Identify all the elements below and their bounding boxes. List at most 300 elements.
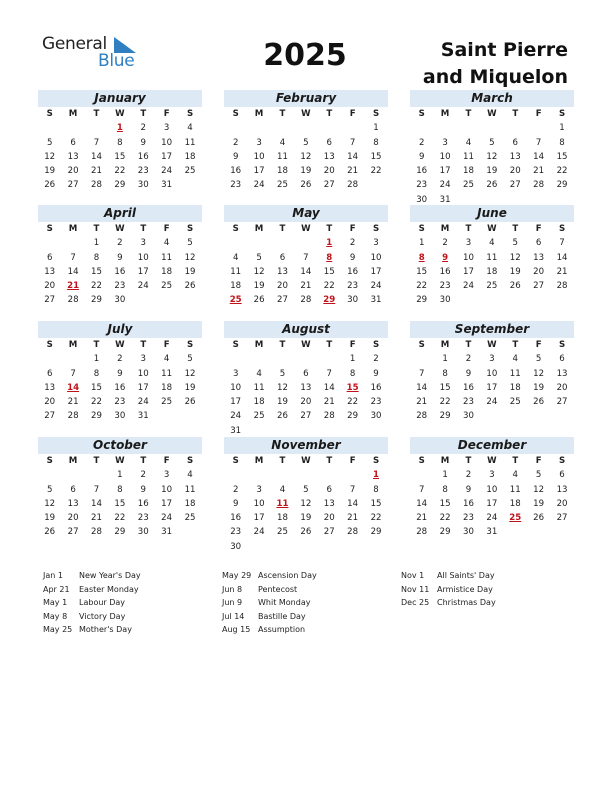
day: 23 <box>137 513 149 524</box>
day: 21 <box>347 166 359 177</box>
day: 8 <box>442 368 448 379</box>
day: 17 <box>486 498 498 509</box>
empty-day <box>85 468 108 482</box>
day: 25 <box>184 166 196 177</box>
day: 18 <box>230 281 242 292</box>
day: 12 <box>44 498 56 509</box>
holiday-date: May 25 <box>43 625 73 635</box>
day: 23 <box>439 281 451 292</box>
day: 26 <box>184 397 196 408</box>
day: 16 <box>439 266 451 277</box>
day: 25 <box>509 397 521 408</box>
holiday-name: Christmas Day <box>437 598 496 608</box>
day: 17 <box>253 166 265 177</box>
day: 31 <box>486 527 498 538</box>
day: 19 <box>533 382 545 393</box>
weekday-label: S <box>232 224 239 234</box>
day: 18 <box>184 498 196 509</box>
day: 17 <box>253 513 265 524</box>
day: 13 <box>533 252 545 263</box>
day: 21 <box>91 513 102 524</box>
month-name: February <box>224 90 388 107</box>
day: 28 <box>300 295 312 306</box>
month-name: March <box>410 90 574 107</box>
weekday-label: S <box>46 109 53 119</box>
day: 13 <box>509 151 521 162</box>
day: 31 <box>439 194 451 205</box>
weekday-label: T <box>93 109 100 119</box>
day: 21 <box>556 266 568 277</box>
empty-day <box>61 121 84 135</box>
day: 23 <box>114 281 126 292</box>
holiday-entry <box>43 585 141 599</box>
day: 3 <box>140 354 146 365</box>
empty-day <box>224 468 247 482</box>
month-name: September <box>410 321 574 338</box>
day: 19 <box>277 397 288 408</box>
day: 13 <box>44 266 56 277</box>
day-grid <box>224 454 388 554</box>
day: 21 <box>416 513 428 524</box>
month-name: August <box>224 321 388 338</box>
weekday-label: M <box>68 456 78 466</box>
day: 29 <box>556 180 568 191</box>
day: 3 <box>373 238 379 249</box>
day: 3 <box>140 238 146 249</box>
day: 2 <box>117 354 123 365</box>
day: 5 <box>535 470 542 481</box>
holiday-entry <box>401 585 496 599</box>
day: 30 <box>370 411 382 422</box>
day: 31 <box>230 425 242 436</box>
day: 21 <box>300 281 312 292</box>
day: 8 <box>373 484 379 495</box>
holiday-date: Nov 1 <box>401 571 425 580</box>
day: 20 <box>323 513 335 524</box>
day: 12 <box>44 151 56 162</box>
day: 6 <box>70 137 76 148</box>
weekday-label: M <box>68 109 78 119</box>
weekday-label: T <box>279 109 286 119</box>
day: 5 <box>512 238 518 249</box>
weekday-label: F <box>349 456 356 466</box>
day: 15 <box>370 151 382 162</box>
weekday-label: T <box>512 456 519 466</box>
holiday-day: 8 <box>418 252 425 263</box>
day: 31 <box>137 411 149 422</box>
day: 23 <box>230 180 242 191</box>
day: 4 <box>163 354 170 365</box>
weekday-label: S <box>418 109 425 119</box>
day: 18 <box>277 513 288 524</box>
day: 13 <box>323 151 335 162</box>
empty-day <box>247 468 270 482</box>
day: 9 <box>140 137 146 148</box>
weekday-label: T <box>140 456 147 466</box>
weekday-label: T <box>93 456 100 466</box>
holiday-date: Jul 14 <box>222 611 245 621</box>
month-june <box>410 205 574 308</box>
day: 28 <box>533 180 545 191</box>
day: 6 <box>303 368 309 379</box>
day: 7 <box>559 238 565 249</box>
weekday-label: S <box>372 456 380 466</box>
day: 14 <box>416 382 428 393</box>
day: 4 <box>232 252 239 263</box>
weekday-label: F <box>535 456 542 466</box>
day: 10 <box>161 484 173 495</box>
weekday-label: W <box>487 109 497 119</box>
holiday-date: Aug 15 <box>222 625 251 635</box>
empty-day <box>38 236 61 250</box>
day: 13 <box>277 266 288 277</box>
day: 20 <box>67 166 79 177</box>
day: 29 <box>439 411 451 422</box>
holiday-date: Nov 11 <box>401 584 430 594</box>
day: 15 <box>91 266 102 277</box>
empty-day <box>318 352 341 366</box>
holiday-day: 25 <box>229 295 242 306</box>
day: 1 <box>442 354 448 365</box>
empty-day <box>318 468 341 482</box>
empty-day <box>38 121 61 135</box>
day: 29 <box>439 527 451 538</box>
day: 28 <box>91 527 102 538</box>
month-name: December <box>410 437 574 454</box>
weekday-label: T <box>93 224 100 234</box>
day: 27 <box>67 527 79 538</box>
day: 9 <box>117 252 123 263</box>
day: 26 <box>486 180 498 191</box>
month-january <box>38 90 202 193</box>
day: 22 <box>347 397 359 408</box>
day: 30 <box>137 527 149 538</box>
holiday-date: Jun 9 <box>222 598 243 608</box>
holiday-entry <box>401 598 496 612</box>
day: 29 <box>347 411 359 422</box>
day: 3 <box>163 123 170 134</box>
holiday-name: Labour Day <box>79 598 126 608</box>
day: 11 <box>253 382 265 393</box>
holiday-column <box>43 571 141 639</box>
holiday-name: Armistice Day <box>437 584 493 594</box>
holiday-entry <box>43 598 141 612</box>
day: 8 <box>349 368 356 379</box>
day: 13 <box>67 151 79 162</box>
weekday-label: M <box>68 224 78 234</box>
day: 16 <box>230 513 242 524</box>
day: 14 <box>91 151 102 162</box>
day: 11 <box>463 151 474 162</box>
day: 25 <box>161 397 173 408</box>
day: 19 <box>44 513 56 524</box>
day: 22 <box>416 281 428 292</box>
day: 18 <box>509 382 521 393</box>
day-grid <box>410 222 574 308</box>
day: 25 <box>277 527 288 538</box>
day: 2 <box>373 354 379 365</box>
day: 6 <box>559 470 565 481</box>
day: 2 <box>465 354 472 365</box>
day: 4 <box>256 368 262 379</box>
day: 1 <box>442 470 448 481</box>
empty-day <box>61 352 84 366</box>
day: 19 <box>486 166 498 177</box>
weekday-label: F <box>535 224 542 234</box>
holiday-entry <box>222 571 317 585</box>
holiday-name: Bastille Day <box>258 611 306 621</box>
day: 8 <box>559 137 565 148</box>
day: 16 <box>347 266 359 277</box>
day: 13 <box>44 382 56 393</box>
day: 2 <box>418 137 425 148</box>
day: 12 <box>300 498 312 509</box>
weekday-label: T <box>326 456 333 466</box>
weekday-label: M <box>254 340 264 350</box>
day-grid <box>410 454 574 540</box>
day: 26 <box>44 527 56 538</box>
weekday-label: W <box>301 224 311 234</box>
day: 7 <box>303 252 309 263</box>
day: 5 <box>303 484 309 495</box>
day: 27 <box>323 527 335 538</box>
weekday-label: T <box>140 340 147 350</box>
day: 26 <box>300 527 312 538</box>
day: 11 <box>509 484 521 495</box>
day: 29 <box>416 295 428 306</box>
day: 18 <box>486 266 498 277</box>
day: 6 <box>559 354 565 365</box>
day: 10 <box>137 368 149 379</box>
day: 30 <box>463 411 474 422</box>
month-march <box>410 90 574 207</box>
day: 12 <box>300 151 312 162</box>
day-grid <box>410 107 574 207</box>
weekday-label: S <box>232 340 239 350</box>
day: 20 <box>44 281 56 292</box>
day: 18 <box>253 397 265 408</box>
day: 15 <box>556 151 568 162</box>
day: 4 <box>187 123 193 134</box>
day: 10 <box>253 498 265 509</box>
month-october <box>38 437 202 540</box>
weekday-label: M <box>254 456 264 466</box>
day: 7 <box>349 484 356 495</box>
empty-day <box>457 121 480 135</box>
day: 21 <box>533 166 545 177</box>
day: 22 <box>556 166 568 177</box>
holiday-column <box>401 571 496 612</box>
weekday-label: S <box>558 224 566 234</box>
country-line-1: Saint Pierre <box>440 39 568 61</box>
day: 7 <box>93 484 100 495</box>
day: 8 <box>117 484 123 495</box>
day: 3 <box>489 470 495 481</box>
day: 7 <box>93 137 100 148</box>
month-november <box>224 437 388 554</box>
holiday-name: Ascension Day <box>258 571 317 580</box>
day: 25 <box>277 180 288 191</box>
day: 22 <box>370 166 382 177</box>
day: 4 <box>279 137 286 148</box>
day-grid <box>224 107 388 193</box>
day-grid <box>410 338 574 424</box>
day: 15 <box>439 498 451 509</box>
day: 29 <box>91 295 102 306</box>
day: 27 <box>556 397 568 408</box>
day: 12 <box>533 484 545 495</box>
day: 1 <box>93 354 100 365</box>
empty-day <box>410 468 433 482</box>
day: 27 <box>44 295 56 306</box>
empty-day <box>504 121 527 135</box>
day: 3 <box>489 354 495 365</box>
day: 27 <box>323 180 335 191</box>
month-february <box>224 90 388 193</box>
day: 29 <box>114 180 126 191</box>
day: 30 <box>114 295 126 306</box>
day: 29 <box>91 411 102 422</box>
day: 5 <box>489 137 495 148</box>
empty-day <box>85 121 108 135</box>
day: 26 <box>533 397 545 408</box>
day: 27 <box>44 411 56 422</box>
day: 23 <box>416 180 428 191</box>
month-name: October <box>38 437 202 454</box>
month-august <box>224 321 388 438</box>
day: 27 <box>300 411 312 422</box>
day: 5 <box>256 252 262 263</box>
day: 24 <box>230 411 242 422</box>
day: 19 <box>253 281 265 292</box>
day: 14 <box>91 498 102 509</box>
empty-day <box>224 236 247 250</box>
empty-day <box>247 121 270 135</box>
day: 20 <box>277 281 288 292</box>
day: 26 <box>277 411 288 422</box>
holiday-entry <box>43 625 141 639</box>
weekday-label: M <box>440 456 450 466</box>
day: 30 <box>416 194 428 205</box>
logo-text-general: General <box>42 34 107 54</box>
day: 9 <box>232 498 239 509</box>
holiday-name: Assumption <box>258 625 306 635</box>
day: 4 <box>279 484 286 495</box>
day: 8 <box>93 368 100 379</box>
day: 9 <box>465 368 472 379</box>
day: 13 <box>67 498 79 509</box>
month-july <box>38 321 202 424</box>
day: 3 <box>256 484 262 495</box>
day: 19 <box>300 513 312 524</box>
day-grid <box>38 454 202 540</box>
day: 4 <box>187 470 193 481</box>
day: 25 <box>161 281 173 292</box>
day: 31 <box>370 295 382 306</box>
weekday-label: M <box>254 224 264 234</box>
day: 4 <box>489 238 495 249</box>
month-name: January <box>38 90 202 107</box>
weekday-label: T <box>326 340 333 350</box>
weekday-label: T <box>140 109 147 119</box>
month-may <box>224 205 388 308</box>
day: 16 <box>230 166 242 177</box>
day: 26 <box>300 180 312 191</box>
day: 7 <box>349 137 356 148</box>
holiday-entry <box>43 571 141 585</box>
day: 12 <box>486 151 498 162</box>
holiday-day: 25 <box>509 513 522 524</box>
day: 18 <box>161 382 173 393</box>
day: 14 <box>323 382 335 393</box>
day: 7 <box>70 368 76 379</box>
day: 13 <box>323 498 335 509</box>
day: 10 <box>253 151 265 162</box>
weekday-label: W <box>301 456 311 466</box>
day: 24 <box>137 281 149 292</box>
weekday-label: W <box>487 456 497 466</box>
empty-day <box>61 468 84 482</box>
day: 17 <box>137 266 149 277</box>
day: 18 <box>277 166 288 177</box>
weekday-label: S <box>418 340 425 350</box>
day: 27 <box>67 180 79 191</box>
day: 30 <box>230 541 242 552</box>
day: 9 <box>418 151 425 162</box>
weekday-label: T <box>279 456 286 466</box>
day: 1 <box>559 123 565 134</box>
weekday-label: S <box>558 340 566 350</box>
weekday-label: S <box>186 224 194 234</box>
day: 26 <box>509 281 521 292</box>
day: 1 <box>418 238 425 249</box>
day: 22 <box>439 513 451 524</box>
day: 21 <box>91 166 102 177</box>
day: 7 <box>535 137 542 148</box>
day-grid <box>38 107 202 193</box>
day: 14 <box>556 252 568 263</box>
day: 19 <box>184 382 196 393</box>
day: 23 <box>463 397 474 408</box>
empty-day <box>341 121 364 135</box>
day: 6 <box>70 484 76 495</box>
day: 1 <box>93 238 100 249</box>
day: 13 <box>300 382 312 393</box>
day: 20 <box>556 382 568 393</box>
day: 18 <box>161 266 173 277</box>
day: 20 <box>300 397 312 408</box>
day: 25 <box>486 281 498 292</box>
day: 15 <box>114 498 126 509</box>
holiday-day: 8 <box>326 252 333 263</box>
weekday-label: S <box>372 340 380 350</box>
weekday-label: W <box>487 340 497 350</box>
day: 22 <box>114 513 126 524</box>
day: 10 <box>463 252 474 263</box>
weekday-label: F <box>349 224 356 234</box>
day: 10 <box>161 137 173 148</box>
weekday-label: M <box>440 224 450 234</box>
weekday-label: F <box>163 224 170 234</box>
day: 20 <box>509 166 521 177</box>
weekday-label: S <box>46 340 53 350</box>
day: 9 <box>349 252 356 263</box>
weekday-label: T <box>465 340 472 350</box>
day: 25 <box>463 180 474 191</box>
day: 20 <box>533 266 545 277</box>
day: 10 <box>137 252 149 263</box>
day: 14 <box>533 151 545 162</box>
